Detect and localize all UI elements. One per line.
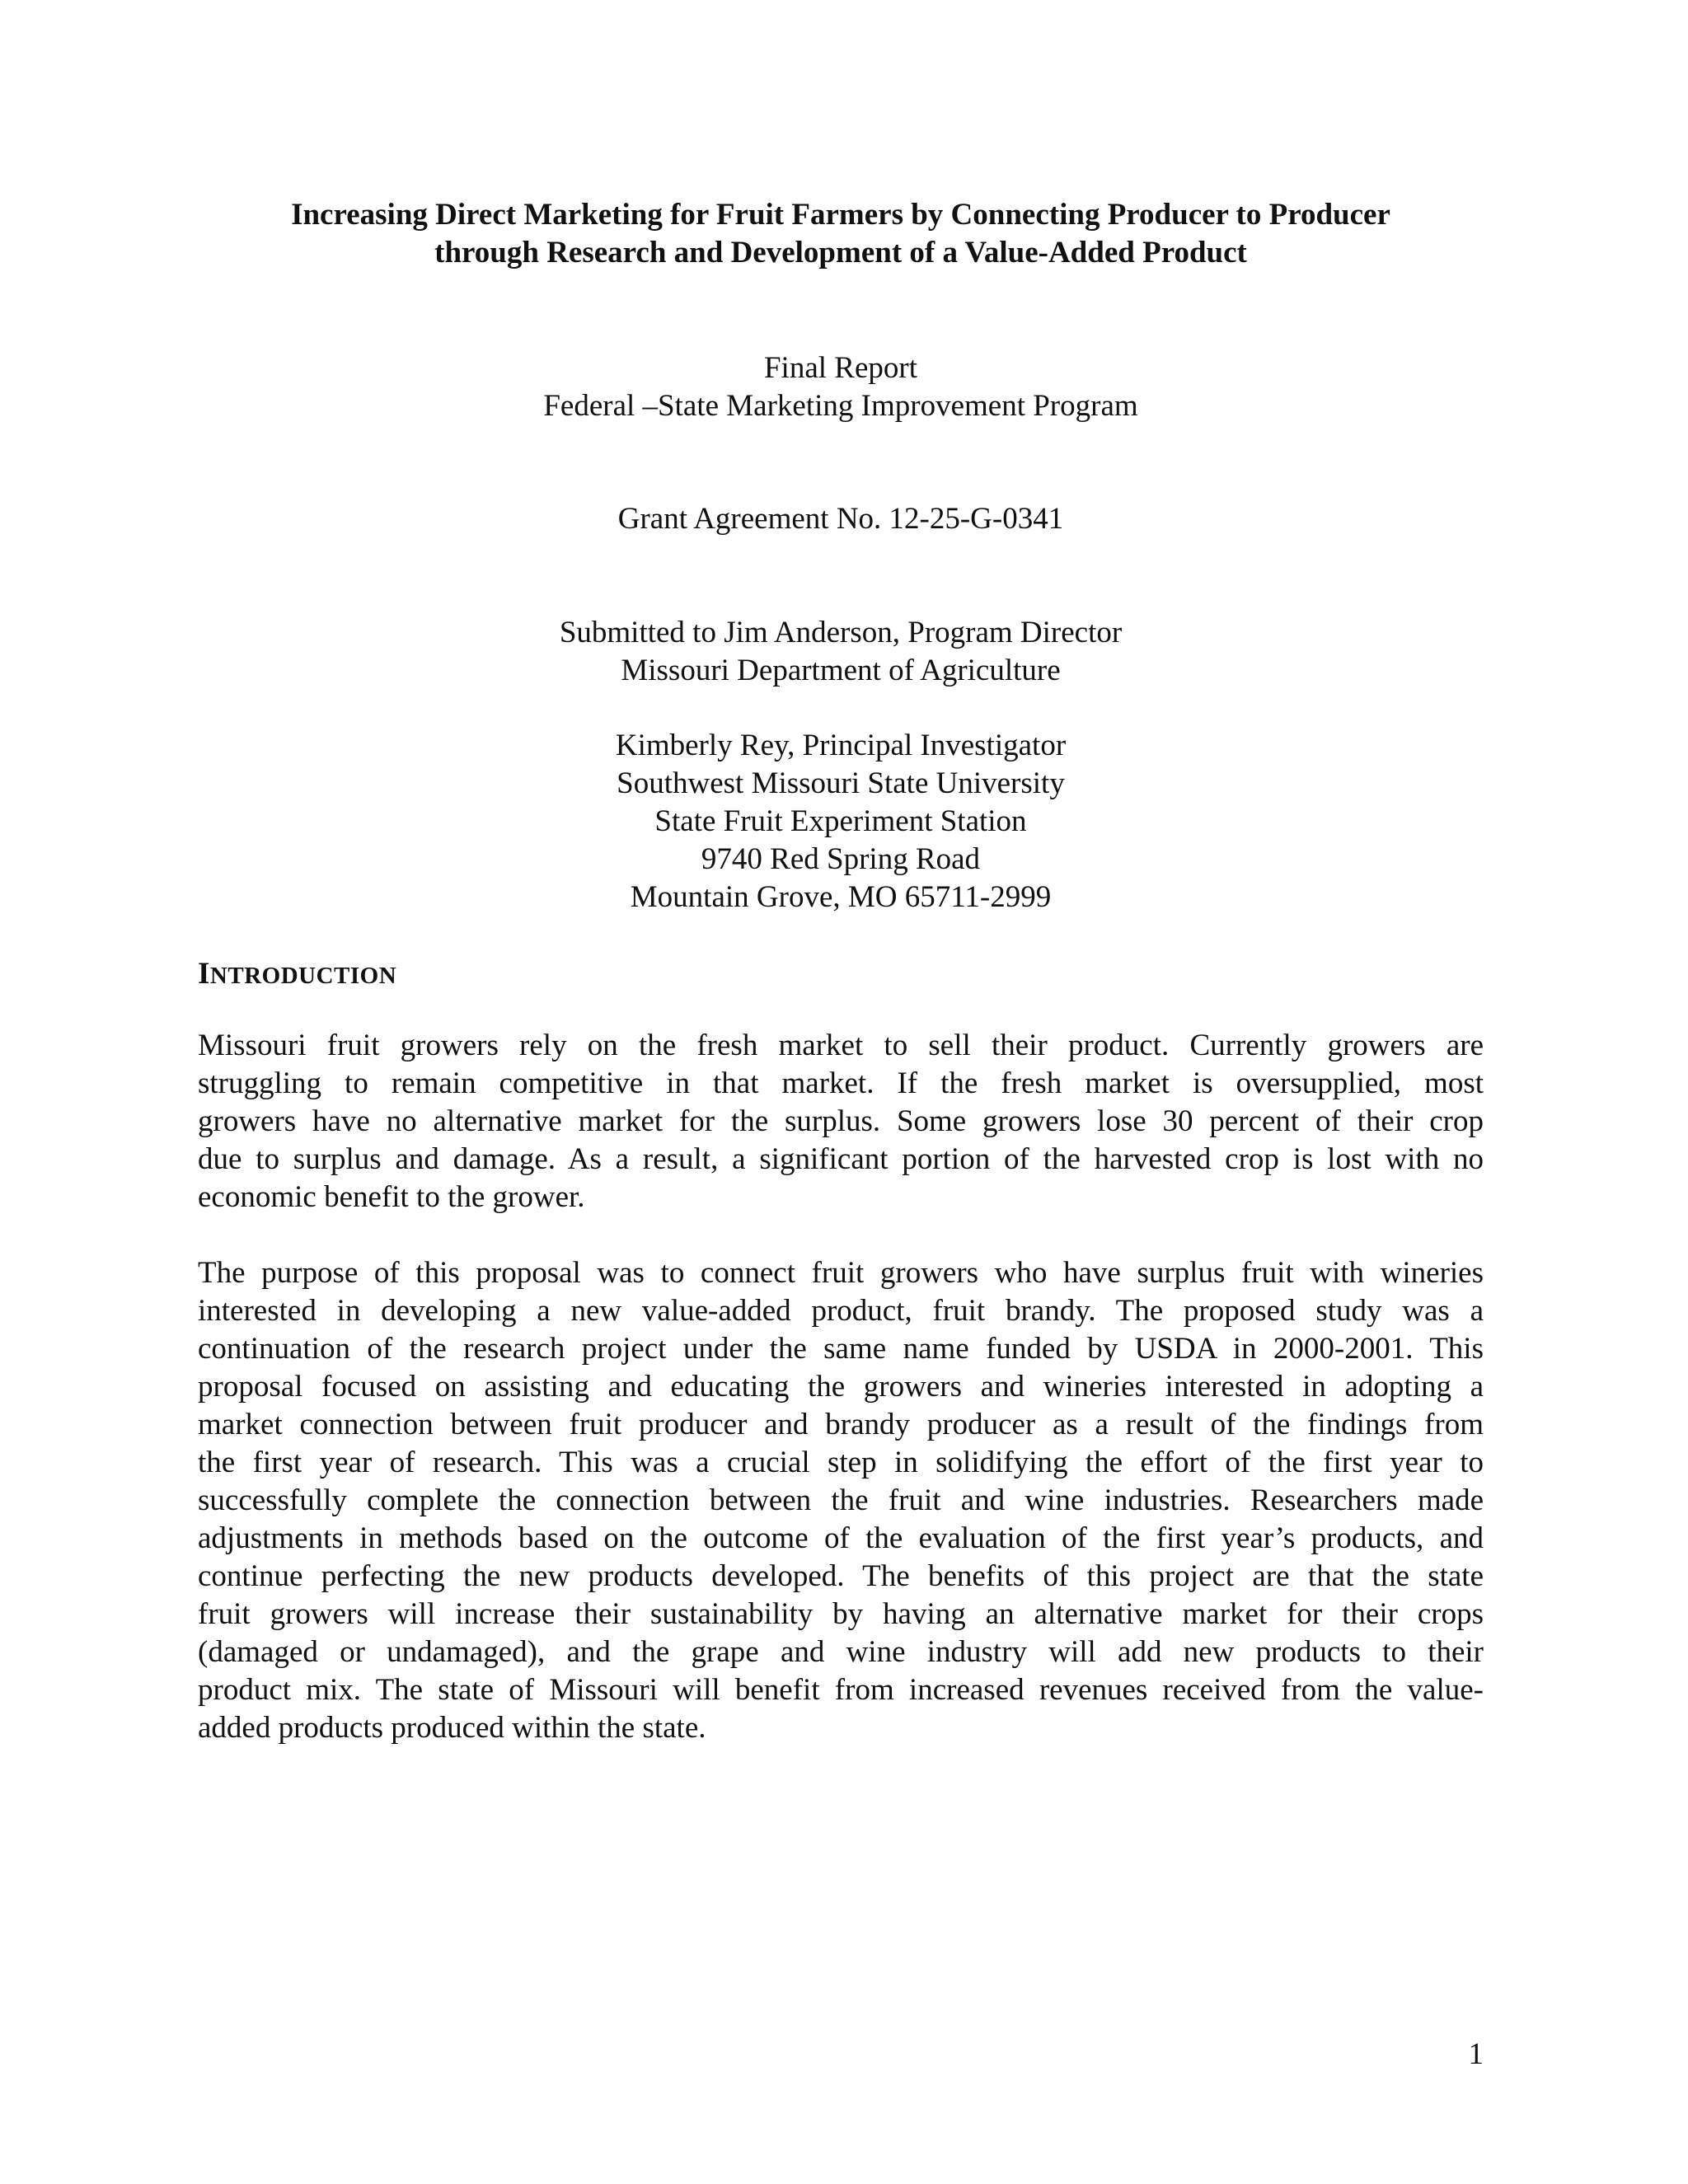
- report-type: Final Report: [763, 351, 917, 385]
- intro-line: growers have no alternative market for the surplus. Some growers lose 30 percent of their crop: [198, 1104, 1484, 1138]
- purpose-line: market connection between fruit producer and brandy producer as a result of the findings from: [198, 1408, 1484, 1441]
- purpose-line: The purpose of this proposal was to connect fruit growers who have surplus fruit with wineries: [198, 1256, 1484, 1290]
- program-name: Federal –State Marketing Improvement Program: [543, 389, 1138, 423]
- introduction-paragraph: [198, 1027, 1484, 1216]
- section-heading-introduction: [198, 958, 396, 992]
- submitted-to-line: Submitted to Jim Anderson, Program Director: [559, 616, 1123, 649]
- purpose-line: (damaged or undamaged), and the grape and wine industry will add new products to their: [198, 1635, 1484, 1669]
- intro-line: due to surplus and damage. As a result, a significant portion of the harvested crop is lost with no: [198, 1142, 1484, 1176]
- purpose-line: proposal focused on assisting and educating the growers and wineries interested in adopting a: [198, 1370, 1484, 1404]
- submitted-to-block: [198, 614, 1484, 690]
- intro-line: Missouri fruit growers rely on the fresh market to sell their product. Currently growers are: [198, 1029, 1484, 1062]
- report-type-block: [198, 349, 1484, 425]
- investigator-name: Kimberly Rey, Principal Investigator: [615, 729, 1067, 762]
- title-line-1: Increasing Direct Marketing for Fruit Farmers by Connecting Producer to Producer: [291, 198, 1390, 232]
- purpose-line: product mix. The state of Missouri will benefit from increased revenues received from the value-: [198, 1673, 1484, 1707]
- purpose-line: interested in developing a new value-added product, fruit brandy. The proposed study was a: [198, 1294, 1484, 1328]
- investigator-block: [198, 727, 1484, 916]
- intro-line: economic benefit to the grower.: [198, 1180, 585, 1214]
- submitted-to-department: Missouri Department of Agriculture: [621, 654, 1061, 687]
- grant-agreement-number: Grant Agreement No. 12-25-G-0341: [617, 502, 1064, 536]
- purpose-line: successfully complete the connection between the fruit and wine industries. Researchers made: [198, 1483, 1484, 1517]
- purpose-line: continue perfecting the new products developed. The benefits of this project are that the state: [198, 1559, 1484, 1593]
- investigator-university: Southwest Missouri State University: [617, 766, 1065, 800]
- investigator-street: 9740 Red Spring Road: [701, 842, 981, 876]
- grant-agreement-block: [198, 500, 1484, 538]
- intro-line: struggling to remain competitive in that market. If the fresh market is oversupplied, most: [198, 1066, 1484, 1100]
- page-number: 1: [1468, 2037, 1484, 2071]
- purpose-line: fruit growers will increase their sustainability by having an alternative market for their crops: [198, 1597, 1484, 1631]
- section-heading-first-letter: I: [198, 957, 210, 991]
- section-heading-rest: NTRODUCTION: [209, 963, 397, 989]
- purpose-line: adjustments in methods based on the outcome of the evaluation of the first year’s products, and: [198, 1521, 1484, 1555]
- purpose-line: continuation of the research project under the same name funded by USDA in 2000-2001. This: [198, 1332, 1484, 1366]
- title-line-2: through Research and Development of a Value-Added Product: [434, 236, 1247, 269]
- investigator-station: State Fruit Experiment Station: [654, 804, 1027, 838]
- purpose-paragraph: [198, 1254, 1484, 1747]
- purpose-line: added products produced within the state.: [198, 1711, 706, 1745]
- investigator-city: Mountain Grove, MO 65711-2999: [630, 880, 1052, 914]
- document-title: [198, 196, 1484, 272]
- purpose-line: the first year of research. This was a crucial step in solidifying the effort of the first year to: [198, 1446, 1484, 1479]
